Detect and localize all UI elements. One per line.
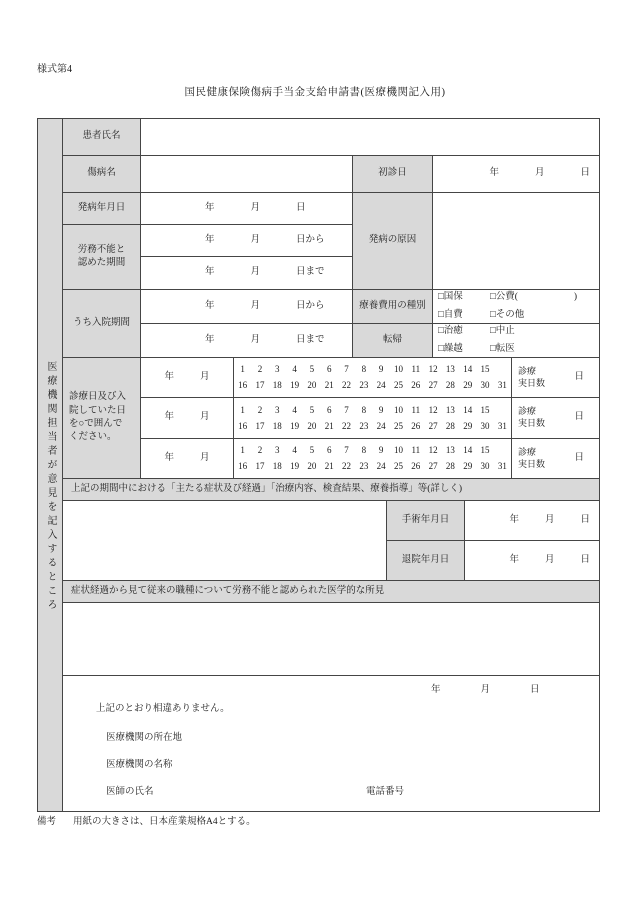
unit-year: 年 bbox=[205, 267, 215, 278]
calendar-day-number: 29 bbox=[463, 420, 473, 431]
treatment-days-cell-2 bbox=[512, 398, 599, 439]
close-paren: ) bbox=[573, 292, 577, 303]
unit-month: 月 bbox=[250, 300, 261, 311]
checkbox-icon: □ bbox=[438, 292, 444, 303]
calendar-day-number: 8 bbox=[361, 404, 367, 415]
calendar-day-number: 19 bbox=[290, 420, 300, 431]
unit-day-to: 日まで bbox=[296, 267, 325, 278]
unit-month: 月 bbox=[544, 554, 555, 565]
calendar-day-number: 13 bbox=[445, 404, 455, 415]
calendar-line1 bbox=[234, 362, 511, 378]
calendar-day-number: 12 bbox=[428, 404, 438, 415]
unit-year: 年 bbox=[164, 371, 174, 382]
outcome-option-kurikoshi bbox=[438, 343, 490, 356]
unit-day: 日 bbox=[296, 202, 306, 213]
calendar-day-number: 28 bbox=[445, 461, 455, 472]
calendar-day-number: 10 bbox=[393, 404, 403, 415]
disability-from-field bbox=[141, 225, 353, 257]
calendar-day-number: 30 bbox=[480, 461, 490, 472]
calendar-day-number: 1 bbox=[240, 445, 245, 456]
calendar-day-number: 5 bbox=[309, 404, 315, 415]
outcome-label: 転帰 bbox=[353, 324, 433, 358]
option-label: 中止 bbox=[495, 326, 515, 337]
calendar-day-number: 20 bbox=[307, 380, 317, 391]
symptoms-field bbox=[63, 501, 387, 581]
unit-month: 月 bbox=[480, 685, 491, 695]
unit-day: 日 bbox=[574, 371, 584, 382]
calendar-days-grid-1 bbox=[234, 358, 512, 398]
calendar-day-number: 20 bbox=[307, 420, 317, 431]
unit-day: 日 bbox=[574, 412, 584, 423]
unit-day-from: 日から bbox=[296, 300, 325, 311]
calendar-day-number: 7 bbox=[344, 404, 349, 415]
unit-year: 年 bbox=[205, 202, 215, 213]
calendar-day-number: 3 bbox=[275, 404, 280, 415]
calendar-day-number: 5 bbox=[309, 364, 315, 375]
hospital-from-field bbox=[141, 290, 353, 324]
unit-month: 月 bbox=[250, 334, 261, 345]
surgery-date-field bbox=[465, 501, 599, 541]
option-label: その他 bbox=[495, 309, 525, 320]
calendar-line2 bbox=[234, 459, 511, 475]
calendar-day-number: 14 bbox=[463, 445, 473, 456]
calendar-days-grid-2 bbox=[234, 398, 512, 439]
calendar-day-number: 7 bbox=[344, 364, 349, 375]
form-title: 国民健康保険傷病手当金支給申請書(医療機関記入用) bbox=[184, 87, 446, 98]
option-label: 治癒 bbox=[443, 326, 463, 337]
calendar-day-number: 19 bbox=[290, 461, 300, 472]
unit-month: 月 bbox=[200, 452, 210, 463]
disease-name-field bbox=[141, 156, 353, 193]
calendar-day-number: 4 bbox=[292, 364, 297, 375]
checkbox-icon: □ bbox=[490, 309, 496, 320]
calendar-day-number: 11 bbox=[411, 364, 421, 375]
unit-year: 年 bbox=[431, 685, 441, 695]
calendar-ym-field-1 bbox=[141, 358, 234, 398]
disease-name-label: 傷病名 bbox=[63, 156, 141, 193]
institution-address-label: 医療機関の所在地 bbox=[106, 733, 183, 743]
calendar-day-number: 2 bbox=[257, 445, 263, 456]
calendar-day-number: 29 bbox=[463, 461, 473, 472]
unit-month: 月 bbox=[534, 168, 545, 179]
outcome-option-chushi bbox=[490, 325, 599, 338]
calendar-day-number: 15 bbox=[480, 404, 490, 415]
calendar-day-number: 30 bbox=[480, 380, 490, 391]
expense-type-label: 療養費用の種別 bbox=[353, 290, 433, 324]
expense-option-sonota bbox=[490, 309, 599, 322]
calendar-day-number: 3 bbox=[275, 445, 280, 456]
unit-year: 年 bbox=[509, 554, 519, 565]
calendar-day-number: 19 bbox=[290, 380, 300, 391]
calendar-day-number: 23 bbox=[359, 420, 369, 431]
treatment-days-cell-1 bbox=[512, 358, 599, 398]
calendar-day-number: 15 bbox=[480, 445, 490, 456]
calendar-day-number: 27 bbox=[428, 380, 438, 391]
calendar-day-number: 5 bbox=[309, 445, 315, 456]
calendar-ym-field-3 bbox=[141, 439, 234, 479]
calendar-day-number: 25 bbox=[393, 461, 403, 472]
unit-month: 月 bbox=[250, 202, 261, 213]
remarks-label: 備考 bbox=[37, 817, 57, 827]
disability-to-field bbox=[141, 257, 353, 290]
calendar-day-number: 21 bbox=[324, 461, 334, 472]
checkbox-icon: □ bbox=[438, 343, 444, 354]
calendar-day-number: 25 bbox=[393, 380, 403, 391]
calendar-note-label: 診療日及び入 院していた日 を○で囲んで ください。 bbox=[63, 358, 141, 479]
unit-year: 年 bbox=[509, 514, 519, 525]
calendar-day-number: 9 bbox=[378, 404, 384, 415]
first-visit-label: 初診日 bbox=[353, 156, 433, 193]
calendar-day-number: 27 bbox=[428, 420, 438, 431]
calendar-day-number: 23 bbox=[359, 380, 369, 391]
attestation-text: 上記のとおり相違ありません。 bbox=[96, 704, 230, 714]
patient-name-label: 患者氏名 bbox=[63, 119, 141, 156]
expense-option-kokuho bbox=[438, 291, 490, 304]
unit-month: 月 bbox=[200, 412, 210, 423]
calendar-day-number: 9 bbox=[378, 445, 384, 456]
option-label: 公費( bbox=[495, 292, 518, 303]
unit-day: 日 bbox=[580, 514, 590, 525]
findings-field bbox=[63, 603, 599, 676]
outcome-options bbox=[433, 324, 599, 358]
calendar-day-number: 8 bbox=[361, 364, 367, 375]
calendar-day-number: 15 bbox=[480, 364, 490, 375]
calendar-day-number: 3 bbox=[275, 364, 280, 375]
expense-type-options bbox=[433, 290, 599, 324]
calendar-day-number: 26 bbox=[411, 420, 421, 431]
calendar-day-number: 14 bbox=[463, 364, 473, 375]
onset-date-field bbox=[141, 193, 353, 225]
unit-day: 日 bbox=[580, 168, 590, 179]
calendar-day-number: 22 bbox=[342, 461, 352, 472]
discharge-date-label: 退院年月日 bbox=[387, 541, 465, 581]
calendar-day-number: 13 bbox=[445, 445, 455, 456]
calendar-ym-field-2 bbox=[141, 398, 234, 439]
unit-year: 年 bbox=[205, 334, 215, 345]
calendar-day-number: 17 bbox=[255, 420, 265, 431]
outcome-option-chiyu bbox=[438, 325, 490, 338]
calendar-day-number: 27 bbox=[428, 461, 438, 472]
unit-day-from: 日から bbox=[296, 234, 325, 245]
calendar-day-number: 4 bbox=[292, 404, 297, 415]
unit-year: 年 bbox=[489, 168, 499, 179]
unit-year: 年 bbox=[205, 300, 215, 311]
calendar-day-number: 11 bbox=[411, 404, 421, 415]
calendar-line2 bbox=[234, 378, 511, 394]
remarks bbox=[37, 813, 256, 827]
hospital-to-field bbox=[141, 324, 353, 358]
calendar-day-number: 26 bbox=[411, 461, 421, 472]
checkbox-icon: □ bbox=[438, 326, 444, 337]
calendar-day-number: 11 bbox=[411, 445, 421, 456]
calendar-day-number: 17 bbox=[255, 461, 265, 472]
calendar-day-number: 4 bbox=[292, 445, 297, 456]
unit-day-to: 日まで bbox=[296, 334, 325, 345]
unit-day: 日 bbox=[530, 685, 540, 695]
onset-date-label: 発病年月日 bbox=[63, 193, 141, 225]
symptoms-header: 上記の期間中における「主たる症状及び経過」「治療内容、検査結果、療養指導」等(詳しく) bbox=[63, 479, 599, 501]
calendar-day-number: 10 bbox=[393, 364, 403, 375]
treatment-days-label: 診療 実日数 bbox=[518, 365, 546, 388]
calendar-day-number: 29 bbox=[463, 380, 473, 391]
option-label: 繰越 bbox=[443, 343, 463, 354]
form-table bbox=[37, 118, 600, 812]
calendar-day-number: 28 bbox=[445, 420, 455, 431]
option-label: 転医 bbox=[495, 343, 515, 354]
attestation-date-field bbox=[431, 684, 540, 697]
calendar-day-number: 10 bbox=[393, 445, 403, 456]
calendar-day-number: 1 bbox=[240, 364, 245, 375]
calendar-day-number: 22 bbox=[342, 420, 352, 431]
disability-period-label: 労務不能と 認めた期間 bbox=[63, 225, 141, 290]
calendar-day-number: 21 bbox=[324, 420, 334, 431]
calendar-day-number: 18 bbox=[272, 380, 282, 391]
surgery-date-label: 手術年月日 bbox=[387, 501, 465, 541]
calendar-day-number: 24 bbox=[376, 461, 386, 472]
calendar-day-number: 20 bbox=[307, 461, 317, 472]
calendar-day-number: 26 bbox=[411, 380, 421, 391]
calendar-day-number: 23 bbox=[359, 461, 369, 472]
treatment-days-label: 診療 実日数 bbox=[518, 406, 546, 428]
option-label: 国保 bbox=[443, 292, 463, 303]
calendar-day-number: 6 bbox=[326, 404, 332, 415]
calendar-day-number: 17 bbox=[255, 380, 265, 391]
calendar-day-number: 24 bbox=[376, 380, 386, 391]
expense-option-jihi bbox=[438, 309, 490, 322]
calendar-day-number: 2 bbox=[257, 404, 263, 415]
unit-month: 月 bbox=[544, 514, 555, 525]
hospital-period-label: うち入院期間 bbox=[63, 290, 141, 358]
form-number: 様式第4 bbox=[37, 64, 72, 75]
unit-month: 月 bbox=[200, 371, 210, 382]
calendar-day-number: 31 bbox=[497, 461, 507, 472]
calendar-line1 bbox=[234, 402, 511, 418]
checkbox-icon: □ bbox=[490, 292, 496, 303]
unit-year: 年 bbox=[164, 452, 174, 463]
calendar-day-number: 1 bbox=[240, 404, 245, 415]
calendar-day-number: 18 bbox=[272, 420, 282, 431]
unit-month: 月 bbox=[250, 234, 261, 245]
calendar-day-number: 31 bbox=[497, 380, 507, 391]
onset-cause-label: 発病の原因 bbox=[353, 193, 433, 290]
calendar-day-number: 9 bbox=[378, 364, 384, 375]
doctor-name-label: 医師の氏名 bbox=[106, 787, 154, 797]
option-label: 自費 bbox=[443, 309, 463, 320]
treatment-days-cell-3 bbox=[512, 439, 599, 479]
calendar-day-number: 16 bbox=[238, 380, 248, 391]
treatment-days-label: 診療 実日数 bbox=[518, 446, 546, 469]
calendar-day-number: 7 bbox=[344, 445, 349, 456]
first-visit-date-field bbox=[433, 156, 599, 193]
unit-day: 日 bbox=[580, 554, 590, 565]
institution-name-label: 医療機関の名称 bbox=[106, 760, 173, 770]
outcome-option-teni bbox=[490, 343, 599, 356]
discharge-date-field bbox=[465, 541, 599, 581]
checkbox-icon: □ bbox=[490, 326, 496, 337]
calendar-day-number: 28 bbox=[445, 380, 455, 391]
calendar-day-number: 22 bbox=[342, 380, 352, 391]
calendar-day-number: 16 bbox=[238, 420, 248, 431]
calendar-day-number: 21 bbox=[324, 380, 334, 391]
expense-option-kouhi bbox=[490, 291, 599, 304]
calendar-day-number: 16 bbox=[238, 461, 248, 472]
calendar-day-number: 12 bbox=[428, 445, 438, 456]
calendar-day-number: 30 bbox=[480, 420, 490, 431]
calendar-line1 bbox=[234, 443, 511, 459]
calendar-day-number: 24 bbox=[376, 420, 386, 431]
checkbox-icon: □ bbox=[438, 309, 444, 320]
unit-day: 日 bbox=[574, 452, 584, 463]
patient-name-field bbox=[141, 119, 599, 156]
side-strip bbox=[38, 119, 63, 811]
checkbox-icon: □ bbox=[490, 343, 496, 354]
calendar-day-number: 31 bbox=[497, 420, 507, 431]
attestation-section bbox=[63, 676, 599, 811]
side-strip-label: 医療機関担当者が意見を記入するところ bbox=[45, 361, 56, 613]
calendar-day-number: 6 bbox=[326, 364, 332, 375]
calendar-day-number: 6 bbox=[326, 445, 332, 456]
calendar-day-number: 8 bbox=[361, 445, 367, 456]
calendar-day-number: 2 bbox=[257, 364, 263, 375]
calendar-line2 bbox=[234, 418, 511, 434]
onset-cause-field bbox=[433, 193, 599, 290]
remarks-text: 用紙の大きさは、日本産業規格A4とする。 bbox=[73, 817, 256, 827]
phone-label: 電話番号 bbox=[366, 787, 405, 797]
unit-year: 年 bbox=[205, 234, 215, 245]
calendar-day-number: 12 bbox=[428, 364, 438, 375]
calendar-day-number: 13 bbox=[445, 364, 455, 375]
calendar-day-number: 18 bbox=[272, 461, 282, 472]
unit-month: 月 bbox=[250, 267, 261, 278]
calendar-days-grid-3 bbox=[234, 439, 512, 479]
findings-header: 症状経過から見て従来の職種について労務不能と認められた医学的な所見 bbox=[63, 581, 599, 603]
calendar-day-number: 25 bbox=[393, 420, 403, 431]
unit-year: 年 bbox=[164, 412, 174, 423]
calendar-day-number: 14 bbox=[463, 404, 473, 415]
